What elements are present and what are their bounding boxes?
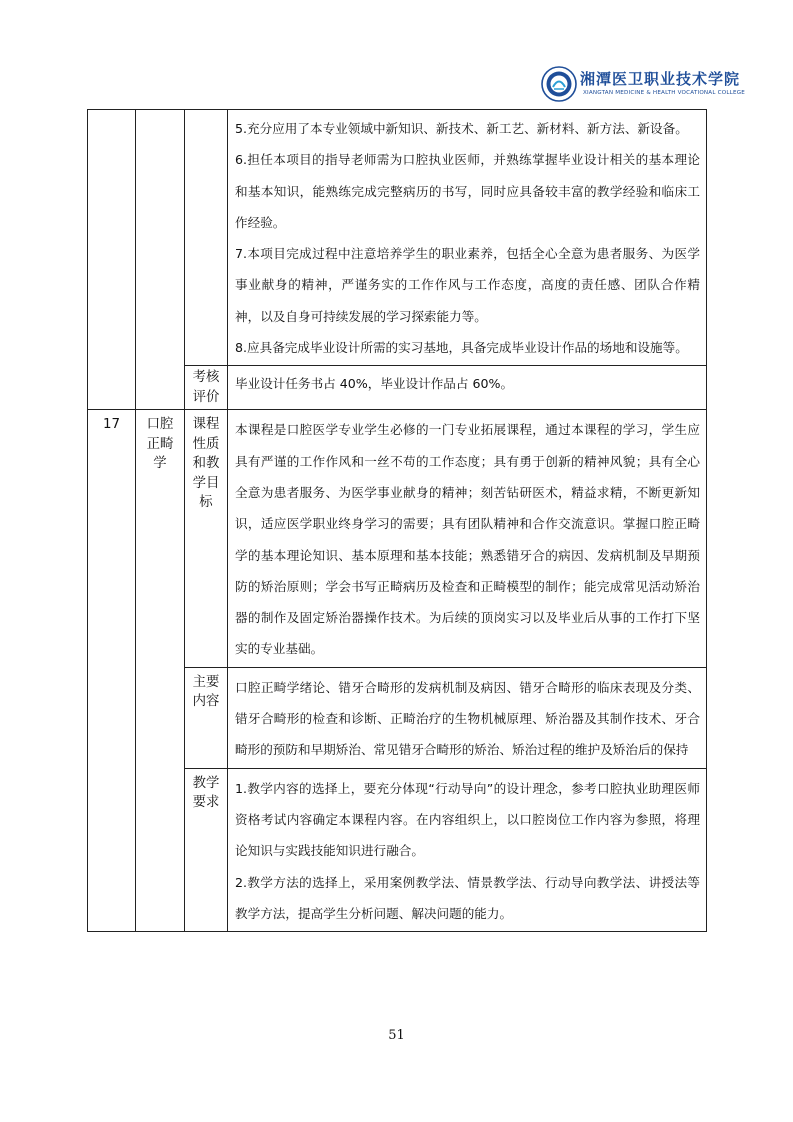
course-name: 口腔正畸学 bbox=[146, 417, 174, 472]
requirement-item: 8.应具备完成毕业设计所需的实习基地，具备完成毕业设计作品的场地和设施等。 bbox=[235, 340, 688, 356]
content-label-cell bbox=[185, 667, 228, 768]
course-number: 17 bbox=[102, 417, 121, 433]
assessment-text-cell bbox=[228, 366, 707, 410]
table-row bbox=[88, 110, 707, 366]
teaching-item: 1.教学内容的选择上，要充分体现“行动导向”的设计理念，参考口腔执业助理医师资格考试内容确定本课程内容。在内容组织上，以口腔岗位工作内容为参照，将理论知识与实践技能知识进行融合。 bbox=[235, 780, 700, 859]
table-row bbox=[88, 410, 707, 667]
assessment-text: 毕业设计任务书占 40%，毕业设计作品占 60%。 bbox=[235, 376, 514, 392]
content-text-cell bbox=[228, 667, 707, 768]
nature-text: 本课程是口腔医学专业学生必修的一门专业拓展课程，通过本课程的学习，学生应具有严谨的工作作风和一丝不苟的工作态度；具有勇于创新的精神风貌；具有全心全意为患者服务、为医学事业献身的精神；刻苦钻研医术，精益求精，不断更新知识，适应医学职业终身学习的需要；具有团队精神和合作交流意识。掌握口腔正畸学的基本理论知识、基本原理和基本技能；熟悉错牙合的病因、发病机制及早期预防的矫治原则；学会书写正畸病历及检查和正畸模型的制作；能完成常见活动矫治器的制作及固定矫治器操作技术。为后续的顶岗实习以及毕业后从事的工作打下坚实的专业基础。 bbox=[235, 422, 700, 657]
teaching-label: 教学要求 bbox=[192, 775, 220, 811]
assessment-label-cell bbox=[185, 366, 228, 410]
requirements-cell bbox=[228, 110, 707, 366]
nature-text-cell bbox=[228, 410, 707, 667]
nature-label: 课程性质和教学目标 bbox=[192, 417, 220, 511]
teaching-item: 2.教学方法的选择上，采用案例教学法、情景教学法、行动导向教学法、讲授法等教学方法，提高学生分析问题、解决问题的能力。 bbox=[235, 874, 700, 921]
requirement-item: 5.充分应用了本专业领域中新知识、新技术、新工艺、新材料、新方法、新设备。 bbox=[235, 121, 688, 136]
course-name-cell bbox=[136, 410, 185, 932]
college-logo-icon bbox=[541, 66, 577, 102]
curriculum-table bbox=[87, 109, 707, 932]
nature-label-cell bbox=[185, 410, 228, 667]
teaching-text-cell bbox=[228, 768, 707, 931]
number-cell-empty bbox=[88, 110, 136, 410]
college-name-en: XIANGTAN MEDICINE & HEALTH VOCATIONAL COLLEGE bbox=[583, 90, 745, 96]
label-cell-empty bbox=[185, 110, 228, 366]
content-label: 主要内容 bbox=[192, 674, 220, 710]
name-cell-empty bbox=[136, 110, 185, 410]
course-number-cell bbox=[88, 410, 136, 932]
college-name-cn: 湘潭医卫职业技术学院 bbox=[580, 70, 741, 88]
teaching-label-cell bbox=[185, 768, 228, 931]
page-number: 51 bbox=[388, 1028, 405, 1043]
assessment-label: 考核评价 bbox=[192, 370, 220, 405]
requirement-item: 7.本项目完成过程中注意培养学生的职业素养，包括全心全意为患者服务、为医学事业献身的精神，严谨务实的工作作风与工作态度，高度的责任感、团队合作精神，以及自身可持续发展的学习探索能力等。 bbox=[235, 246, 700, 324]
page-header bbox=[0, 0, 793, 110]
requirement-item: 6.担任本项目的指导老师需为口腔执业医师，并熟练掌握毕业设计相关的基本理论和基本知识，能熟练完成完整病历的书写，同时应具备较丰富的教学经验和临床工作经验。 bbox=[235, 152, 700, 230]
content-text: 口腔正畸学绪论、错牙合畸形的发病机制及病因、错牙合畸形的临床表现及分类、错牙合畸形的检查和诊断、正畸治疗的生物机械原理、矫治器及其制作技术、牙合畸形的预防和早期矫治、常见错牙合畸形的矫治、矫治过程的维护及矫治后的保持 bbox=[235, 679, 700, 758]
